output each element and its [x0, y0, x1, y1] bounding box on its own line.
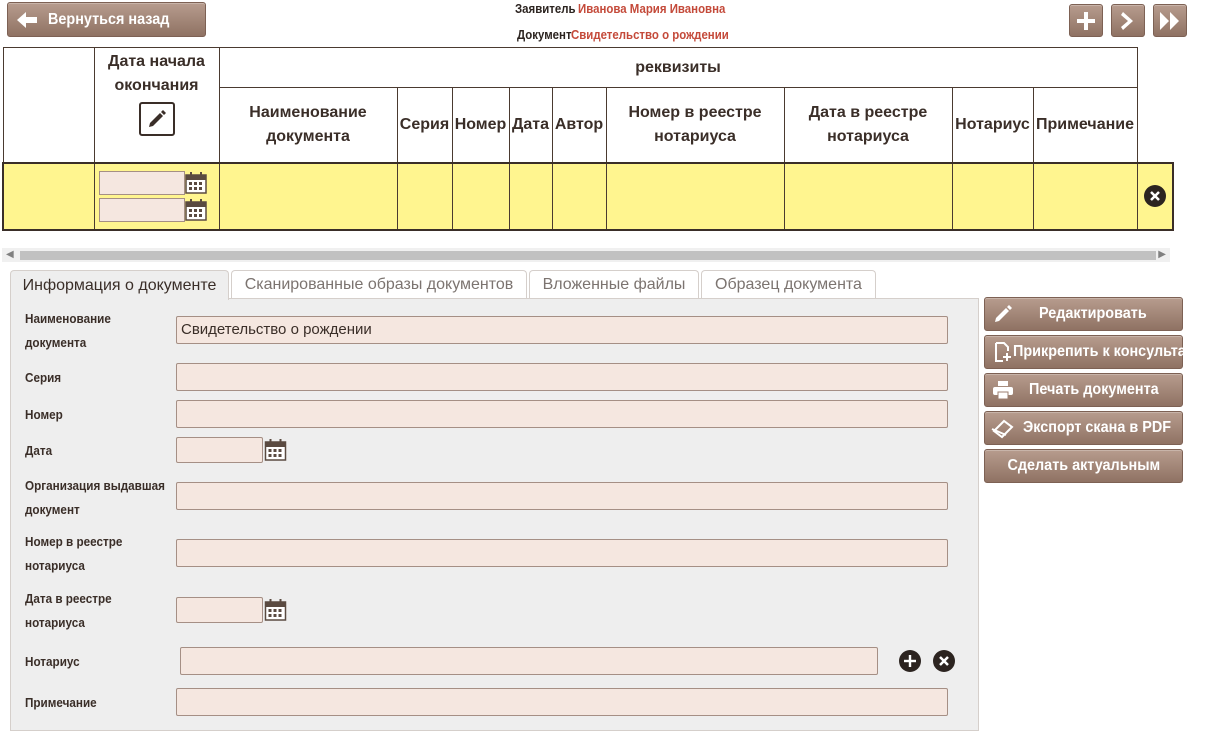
table-cell [784, 163, 952, 230]
col-header: Наименование документа [219, 88, 397, 163]
edit-button-label: Редактировать [1039, 305, 1147, 322]
table-cell [1033, 163, 1137, 230]
date-field[interactable] [176, 437, 263, 463]
col-header: Примечание [1033, 88, 1137, 163]
number-field[interactable] [176, 400, 948, 428]
end-date-input[interactable] [99, 198, 185, 222]
export-pdf-button[interactable] [984, 411, 1183, 445]
date-label: Дата [25, 443, 53, 458]
number-label: Номер [25, 407, 63, 422]
series-label: Серия [25, 370, 62, 385]
col-header: Номер в реестре нотариуса [606, 88, 784, 163]
document-info [517, 27, 750, 42]
arrow-left-icon [8, 12, 48, 28]
tab-attached-files[interactable]: Вложенные файлы [529, 270, 699, 299]
pencil-icon [148, 110, 166, 128]
horizontal-scrollbar[interactable] [2, 248, 1170, 262]
scrollbar-thumb[interactable] [20, 251, 1156, 260]
spacer [1137, 88, 1173, 163]
pencil-icon [985, 305, 1021, 323]
scan-icon [985, 419, 1021, 437]
table-cell [397, 163, 452, 230]
add-button[interactable] [1069, 4, 1103, 37]
document-label: Документ [517, 27, 572, 42]
calendar-icon[interactable] [185, 199, 207, 221]
note-label: Примечание [25, 695, 97, 710]
col-header: Дата [509, 88, 552, 163]
org-field[interactable] [176, 482, 948, 510]
note-field[interactable] [176, 688, 948, 716]
date-cell [94, 163, 219, 230]
org-label: Организация выдавшая документ [25, 478, 165, 517]
tab-document-info[interactable]: Информация о документе [10, 270, 229, 300]
edit-button[interactable] [984, 297, 1183, 331]
name-field[interactable]: Свидетельство о рождении [176, 316, 948, 344]
close-icon [1150, 191, 1160, 201]
col-group-header: реквизиты [219, 48, 1137, 88]
double-chevron-right-icon [1159, 12, 1181, 30]
document-value: Свидетельство о рождении [571, 27, 729, 42]
tab-scanned-images[interactable]: Сканированные образы документов [231, 270, 527, 299]
table-cell [952, 163, 1033, 230]
applicant-label: Заявитель [515, 1, 576, 16]
tab-document-sample[interactable]: Образец документа [701, 270, 876, 299]
export-pdf-button-label: Экспорт скана в PDF [1023, 419, 1172, 436]
table-cell [3, 163, 94, 230]
printer-icon [985, 381, 1021, 399]
col-header: Дата в реестре нотариуса [784, 88, 952, 163]
close-icon [939, 656, 949, 666]
applicant-info [515, 1, 745, 16]
table-cell [606, 163, 784, 230]
add-notary-button[interactable] [899, 650, 921, 672]
table-cell [509, 163, 552, 230]
notary-label: Нотариус [25, 654, 80, 669]
col-header: Автор [552, 88, 606, 163]
col-date-label: Дата начала окончания [108, 53, 205, 94]
back-button-label: Вернуться назад [48, 10, 170, 28]
reg-date-label: Дата в реестре нотариуса [25, 591, 112, 630]
calendar-icon[interactable] [264, 439, 287, 461]
series-field[interactable] [176, 363, 948, 391]
print-button-label: Печать документа [1029, 381, 1159, 398]
applicant-value: Иванова Мария Ивановна [577, 1, 726, 16]
table-cell [552, 163, 606, 230]
calendar-icon[interactable] [185, 172, 207, 194]
reg-number-field[interactable] [176, 539, 948, 567]
scroll-left-icon[interactable]: ◀ [6, 249, 14, 260]
attach-button[interactable] [984, 335, 1212, 369]
last-button[interactable] [1153, 4, 1187, 37]
delete-row-button[interactable] [1144, 185, 1166, 207]
reg-number-label: Номер в реестре нотариуса [25, 534, 123, 573]
clear-notary-button[interactable] [933, 650, 955, 672]
spacer [1137, 48, 1173, 88]
table-cell [452, 163, 509, 230]
table-cell [219, 163, 397, 230]
delete-row-cell [1137, 163, 1173, 230]
documents-grid [2, 47, 1174, 231]
calendar-icon[interactable] [264, 599, 287, 621]
col-header: Нотариус [952, 88, 1033, 163]
make-actual-button[interactable] [984, 449, 1183, 483]
select-column-header [3, 48, 94, 163]
print-button[interactable] [984, 373, 1183, 407]
next-button[interactable] [1111, 4, 1145, 37]
col-header: Номер [452, 88, 509, 163]
plus-icon [904, 655, 916, 667]
attach-button-label: Прикрепить к консультации [1013, 343, 1212, 360]
chevron-right-icon [1121, 12, 1135, 30]
col-date-header [94, 48, 219, 163]
make-actual-button-label: Сделать актуальным [1007, 457, 1160, 474]
start-date-input[interactable] [99, 171, 185, 195]
name-label: Наименование документа [25, 311, 111, 350]
reg-date-field[interactable] [176, 597, 263, 623]
table-row[interactable] [3, 163, 1173, 230]
notary-field[interactable] [180, 647, 878, 675]
scroll-right-icon[interactable]: ▶ [1158, 249, 1166, 260]
back-button[interactable] [7, 2, 206, 37]
col-header: Серия [397, 88, 452, 163]
plus-icon [1077, 12, 1095, 30]
edit-dates-button[interactable] [139, 102, 175, 136]
